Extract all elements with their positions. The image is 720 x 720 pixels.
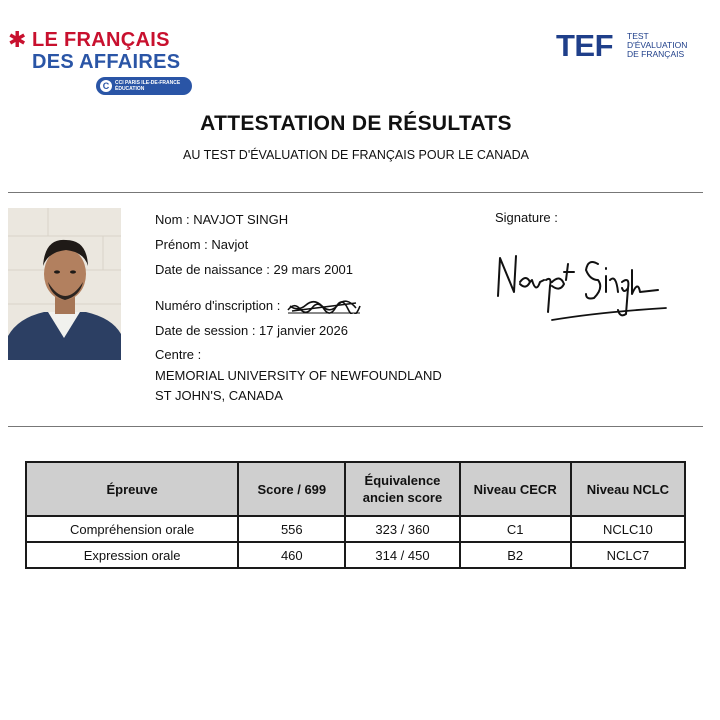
document-subtitle: AU TEST D'ÉVALUATION DE FRANÇAIS POUR LE CANADA	[183, 148, 529, 162]
cell-epreuve: Expression orale	[26, 542, 238, 568]
redacted-registration-number	[286, 300, 362, 314]
cell-nclc: NCLC7	[571, 542, 685, 568]
cell-cecr: B2	[460, 542, 571, 568]
cell-score: 460	[238, 542, 345, 568]
candidate-name: Nom : NAVJOT SINGH	[155, 212, 289, 227]
results-table	[25, 461, 686, 569]
divider-top	[8, 192, 703, 193]
centre-label: Centre :	[155, 347, 202, 362]
header-epreuve: Épreuve	[26, 462, 238, 516]
centre-name: MEMORIAL UNIVERSITY OF NEWFOUNDLAND	[155, 368, 442, 383]
header-equivalence-line-2: ancien score	[362, 490, 443, 505]
handwritten-signature	[490, 240, 670, 322]
table-row	[26, 542, 685, 568]
header-score: Score / 699	[238, 462, 345, 516]
tef-logo-line-2: D'ÉVALUATION	[627, 40, 688, 50]
le-francais-des-affaires-logo	[8, 28, 198, 98]
header-equivalence	[345, 462, 459, 516]
cci-logo-icon: C	[100, 80, 112, 92]
logo-line-1: LE FRANÇAIS	[32, 29, 170, 51]
candidate-portrait-image	[8, 208, 121, 360]
header-cecr: Niveau CECR	[460, 462, 571, 516]
document-title: ATTESTATION DE RÉSULTATS	[200, 112, 512, 135]
cell-nclc: NCLC10	[571, 516, 685, 542]
cci-badge-line-1: CCI PARIS ILE-DE-FRANCE	[115, 80, 181, 86]
cell-equivalence: 323 / 360	[345, 516, 459, 542]
cell-score: 556	[238, 516, 345, 542]
centre-location: ST JOHN'S, CANADA	[155, 388, 283, 403]
asterisk-icon: ✱	[8, 27, 27, 52]
cci-badge	[96, 77, 192, 95]
table-header-row	[26, 462, 685, 516]
cci-badge-line-2: ÉDUCATION	[115, 86, 145, 92]
registration-number-row	[155, 298, 362, 314]
header-equivalence-line-1: Équivalence	[364, 473, 441, 488]
divider-bottom	[8, 426, 703, 427]
logo-line-2: DES AFFAIRES	[32, 51, 181, 73]
table-row	[26, 516, 685, 542]
cell-equivalence: 314 / 450	[345, 542, 459, 568]
signature-label: Signature :	[495, 210, 558, 225]
tef-logo-line-3: DE FRANÇAIS	[627, 49, 685, 59]
tef-logo	[556, 30, 706, 66]
header-nclc: Niveau NCLC	[571, 462, 685, 516]
tef-logo-mark: TEF	[556, 28, 614, 63]
registration-number-label: Numéro d'inscription :	[155, 298, 281, 313]
tef-logo-line-1: TEST	[627, 31, 649, 41]
candidate-photo	[8, 208, 121, 360]
candidate-first-name: Prénom : Navjot	[155, 237, 249, 252]
cell-cecr: C1	[460, 516, 571, 542]
candidate-birth-date: Date de naissance : 29 mars 2001	[155, 262, 354, 277]
cell-epreuve: Compréhension orale	[26, 516, 238, 542]
session-date: Date de session : 17 janvier 2026	[155, 323, 348, 338]
